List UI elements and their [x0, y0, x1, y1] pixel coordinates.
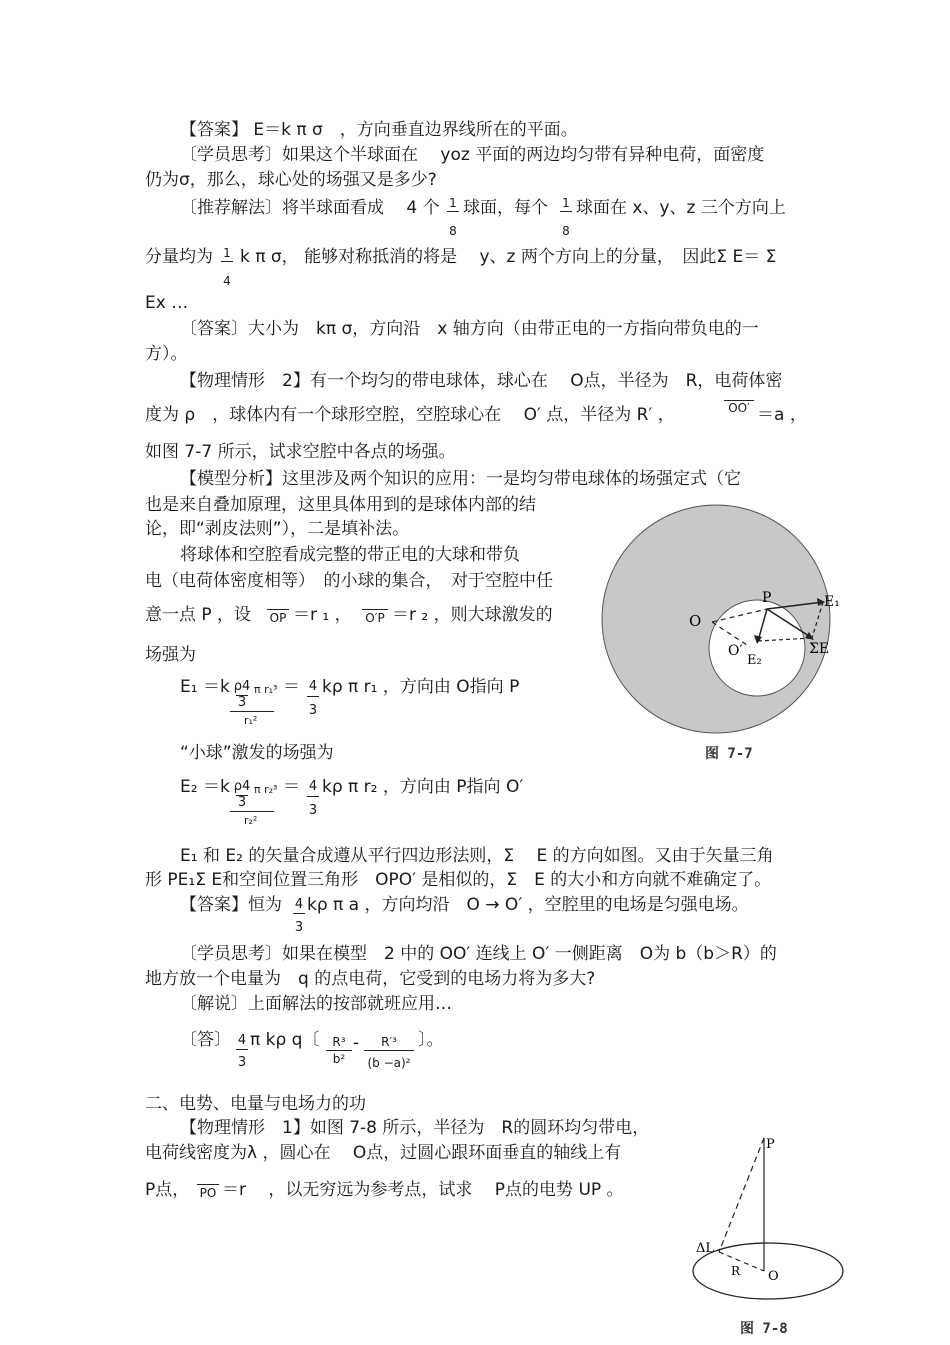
- fraction-denominator: 3: [294, 920, 304, 935]
- fraction-numerator: 4: [308, 779, 318, 794]
- answer-line: 〔答〕: [180, 1030, 231, 1050]
- text-line: ＝r ，以无穷远为参考点，试求 P点的电势 UP 。: [222, 1180, 624, 1200]
- fraction-denominator: 3: [237, 695, 247, 710]
- fraction-denominator: 3: [237, 1055, 247, 1070]
- fraction-bar: [236, 1049, 248, 1050]
- text-line: 〕。: [418, 1030, 444, 1050]
- fraction-bar: [307, 796, 319, 797]
- text-line: 如图 7-7 所示，试求空腔中各点的场强。: [145, 442, 456, 462]
- fraction-bar: [326, 1050, 352, 1051]
- fraction-numerator: 1: [223, 246, 231, 260]
- text-line: 电（电荷体密度相等） 的小球的集合， 对于空腔中任: [145, 571, 553, 591]
- fraction-bar: [230, 711, 274, 712]
- overline: [362, 609, 388, 610]
- fraction-denominator: 3: [308, 703, 318, 718]
- text-line: 球面，每个: [463, 198, 548, 218]
- text-line: kρ π r₁ ，方向由 O指向 P: [322, 677, 520, 697]
- vector-label: O′P: [365, 611, 385, 625]
- fraction-denominator: (b −a)²: [367, 1056, 411, 1070]
- section-line: 【模型分析】这里涉及两个知识的应用：一是均匀带电球体的场强定式（它: [180, 469, 741, 489]
- fraction-numerator: 4: [294, 897, 304, 912]
- label-delta-l: ΔL: [696, 1241, 715, 1256]
- fraction-denominator: b²: [332, 1052, 346, 1066]
- text-line: 形 PE₁Σ E和空间位置三角形 OPO′ 是相似的，Σ E 的大小和方向就不难确定了。: [145, 870, 772, 890]
- figure-7-7: [598, 507, 838, 729]
- pl-line: [719, 1138, 764, 1252]
- text-line: 论，即“剥皮法则”），二是填补法。: [145, 519, 410, 539]
- text-line: E₁ 和 E₂ 的矢量合成遵从平行四边形法则，Σ E 的方向如图。又由于矢量三角: [180, 846, 774, 866]
- fraction-numerator: R³: [332, 1035, 346, 1049]
- formula-e2: E₂ ＝k: [180, 777, 230, 797]
- text-line: -: [353, 1033, 360, 1053]
- cavity-sphere: [709, 600, 805, 696]
- label-o-prime: O′: [728, 643, 743, 659]
- fraction-denominator: r₂²: [244, 814, 258, 827]
- figure-caption: 图 7-7: [705, 746, 753, 762]
- text-line: ＝: [283, 777, 300, 797]
- fraction-numerator: π r₂³: [254, 783, 278, 796]
- fraction-numerator: ρ4: [233, 779, 251, 794]
- text-line: 〔学员思考〕如果这个半球面在 yoz 平面的两边均匀带有异种电荷，面密度: [180, 145, 765, 165]
- fraction-numerator: ρ4: [233, 679, 251, 694]
- text-line: 〔学员思考〕如果在模型 2 中的 OO′ 连线上 O′ 一侧距离 O为 b（b＞R）的: [180, 944, 777, 964]
- overline: [724, 400, 754, 401]
- fraction-bar: [221, 261, 233, 262]
- fraction-bar: [364, 1050, 414, 1051]
- text-line: kρ π a ，方向均沿 O → O′ ，空腔里的电场是匀强电场。: [307, 895, 749, 915]
- text-line: Ex …: [145, 293, 189, 313]
- text-line: 地方放一个电量为 q 的点电荷，它受到的电场力将为多大?: [145, 969, 596, 989]
- text-line: ＝a ，: [757, 405, 807, 425]
- text-line: 将球体和空腔看成完整的带正电的大球和带负: [180, 545, 520, 565]
- text-line: P点，: [145, 1180, 190, 1200]
- label-p: P: [762, 590, 772, 606]
- label-o: O: [768, 1269, 779, 1284]
- text-line: 度为 ρ ，球体内有一个球形空腔，空腔球心在 O′ 点，半径为 R′ ，: [145, 405, 675, 425]
- figure-7-8: [688, 1128, 848, 1308]
- text-line: π kρ q〔: [250, 1030, 320, 1050]
- label-o: O: [689, 612, 702, 630]
- text-line: 电荷线密度为λ ，圆心在 O点，过圆心跟环面垂直的轴线上有: [145, 1143, 622, 1163]
- label-r: R: [731, 1264, 741, 1278]
- text-line: k π σ， 能够对称抵消的将是 y、z 两个方向上的分量， 因此Σ E＝ Σ: [240, 247, 777, 267]
- fraction-denominator: 8: [449, 224, 457, 238]
- overline: [197, 1184, 219, 1185]
- fraction-bar: [560, 211, 572, 212]
- label-sum-e: ΣE: [809, 641, 830, 657]
- text-line: “小球”激发的场强为: [180, 743, 334, 763]
- fraction-denominator: r₁²: [244, 714, 258, 727]
- fraction-numerator: 4: [237, 1033, 247, 1048]
- text-line: 〔解说〕上面解法的按部就班应用…: [180, 994, 452, 1014]
- text-line: 〔推荐解法〕将半球面看成 4 个: [180, 198, 440, 218]
- section-heading: 二、电势、电量与电场力的功: [145, 1094, 366, 1114]
- label-p: P: [766, 1137, 775, 1152]
- fraction-numerator: 1: [562, 196, 570, 210]
- text-line: kρ π r₂ ，方向由 P指向 O′: [322, 777, 524, 797]
- answer-line: 〔答案〕大小为 kπ σ，方向沿 x 轴方向（由带正电的一方指向带负电的一: [180, 319, 759, 339]
- radius-line: [719, 1252, 764, 1271]
- answer-line: 【答案】恒为: [180, 895, 282, 915]
- fraction-denominator: 8: [562, 224, 570, 238]
- text-line: 意一点 P ，设: [145, 605, 252, 625]
- fraction-numerator: π r₁³: [254, 683, 278, 696]
- vector-label: OO′: [728, 401, 750, 415]
- text-line: 分量均为: [145, 247, 213, 267]
- text-line: 球面在 x、y、z 三个方向上: [576, 198, 786, 218]
- fraction-bar: [307, 696, 319, 697]
- fraction-denominator: 4: [223, 274, 231, 288]
- text-line: 方）。: [145, 344, 188, 364]
- fraction-denominator: 3: [308, 803, 318, 818]
- fraction-bar: [447, 211, 459, 212]
- figure-caption: 图 7-8: [740, 1321, 788, 1337]
- text-line: ＝r ₂ ，则大球激发的: [392, 605, 553, 625]
- fraction-bar: [293, 913, 305, 914]
- section-line: 【物理情形 1】如图 7-8 所示，半径为 R的圆环均匀带电，: [180, 1118, 650, 1138]
- section-line: 【物理情形 2】有一个均匀的带电球体，球心在 O点，半径为 R，电荷体密: [180, 371, 783, 391]
- text-line: 场强为: [145, 645, 196, 665]
- fraction-numerator: 4: [308, 679, 318, 694]
- fraction-bar: [230, 811, 274, 812]
- text-line: ＝r ₁ ，: [293, 605, 352, 625]
- label-e2: E₂: [747, 653, 762, 668]
- fraction-denominator: 3: [237, 795, 247, 810]
- fraction-numerator: 1: [449, 196, 457, 210]
- vector-label: PO: [199, 1186, 217, 1200]
- answer-line: 【答案】 E＝k π σ ，方向垂直边界线所在的平面。: [180, 120, 578, 140]
- text-line: ＝: [283, 677, 300, 697]
- fraction-numerator: R′³: [381, 1035, 397, 1049]
- vector-label: OP: [269, 611, 287, 625]
- overline: [267, 609, 289, 610]
- formula-e1: E₁ ＝k: [180, 677, 230, 697]
- text-line: 也是来自叠加原理，这里具体用到的是球体内部的结: [145, 495, 536, 515]
- text-line: 仍为σ，那么，球心处的场强又是多少?: [145, 170, 437, 190]
- label-e1: E₁: [824, 594, 840, 610]
